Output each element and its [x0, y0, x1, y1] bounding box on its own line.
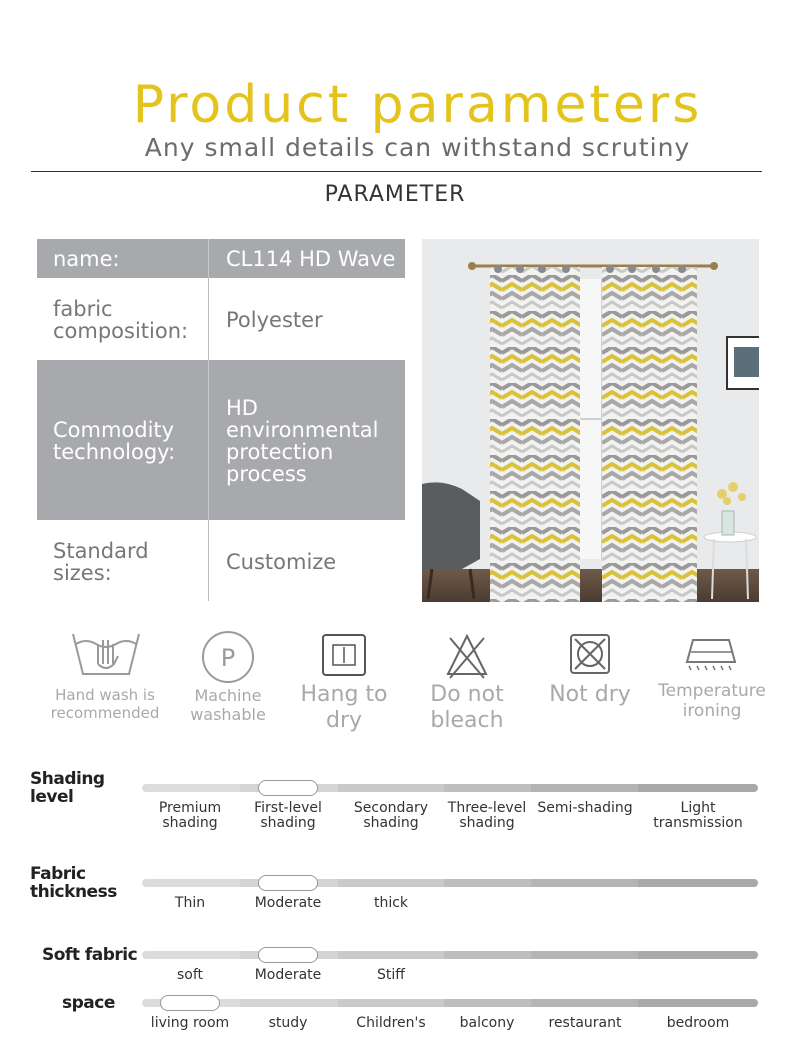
scale-option: Three-level shading — [447, 800, 527, 831]
scale-segment — [338, 784, 444, 792]
page-title: Product parameters — [132, 75, 703, 135]
hang-dry-icon — [321, 633, 367, 677]
curtain-room-illustration — [422, 239, 759, 602]
hand-wash-icon — [70, 630, 142, 678]
care-label-ironing: Temperature ironing — [658, 681, 766, 721]
bottom-crop — [0, 1031, 790, 1050]
armchair — [422, 482, 480, 569]
scale-segment — [444, 879, 531, 887]
scale-segment — [638, 999, 758, 1007]
param-value: CL114 HD Wave — [226, 247, 396, 271]
scale-option: Stiff — [377, 967, 405, 983]
scale-option: Premium shading — [158, 800, 222, 831]
param-value: Polyester — [226, 308, 323, 332]
table-divider — [208, 360, 209, 520]
scale-segment — [142, 951, 240, 959]
table-divider — [208, 520, 209, 601]
param-row-technology — [37, 360, 405, 520]
scale-knob-space[interactable] — [160, 995, 220, 1011]
table-divider — [208, 239, 209, 278]
scale-bar-space — [142, 999, 758, 1007]
scale-segment — [240, 999, 338, 1007]
scale-label-shading-level: Shading level — [30, 769, 105, 807]
scale-bar-soft-fabric — [142, 951, 758, 959]
scale-segment — [638, 951, 758, 959]
param-value: Customize — [226, 550, 337, 574]
scale-segment — [444, 951, 531, 959]
scale-segment — [531, 999, 638, 1007]
scale-option: Thin — [174, 895, 206, 911]
scale-option: balcony — [459, 1015, 515, 1031]
title-divider — [31, 171, 762, 172]
param-label: fabric composition: — [53, 297, 189, 343]
param-row-fabric — [37, 278, 405, 360]
param-label: Commodity technology: — [53, 418, 176, 464]
care-label-no-bleach: Do not bleach — [430, 682, 504, 733]
no-tumble-dry-icon — [569, 633, 611, 675]
scale-label-fabric-thickness: Fabric thickness — [30, 864, 117, 902]
scale-option: soft — [176, 967, 204, 983]
scale-segment — [638, 879, 758, 887]
scale-option: Children's — [356, 1015, 426, 1031]
scale-option: living room — [150, 1015, 230, 1031]
scale-option: bedroom — [666, 1015, 730, 1031]
scale-option: thick — [373, 895, 409, 911]
no-bleach-icon — [446, 632, 488, 680]
scale-segment — [142, 879, 240, 887]
care-label-hang-dry: Hang to dry — [300, 682, 388, 733]
scale-option: restaurant — [548, 1015, 622, 1031]
scale-segment — [338, 879, 444, 887]
care-label-machine-wash: Machine washable — [190, 686, 266, 724]
care-label-hand-wash: Hand wash is recommended — [50, 686, 160, 722]
machine-wash-icon — [201, 630, 255, 684]
scale-option: Semi-shading — [537, 800, 633, 816]
scale-option: First-level shading — [254, 800, 322, 831]
section-heading: PARAMETER — [324, 182, 466, 207]
scale-option: Secondary shading — [353, 800, 429, 831]
scale-segment — [444, 999, 531, 1007]
scale-knob-soft-fabric[interactable] — [258, 947, 318, 963]
scale-segment — [531, 784, 638, 792]
care-label-no-dry: Not dry — [549, 682, 631, 707]
table-divider — [208, 278, 209, 360]
page-subtitle: Any small details can withstand scrutiny — [144, 133, 691, 162]
scale-bar-shading-level — [142, 784, 758, 792]
scale-option: study — [268, 1015, 308, 1031]
iron-temperature-icon — [685, 636, 739, 670]
scale-segment — [444, 784, 531, 792]
scale-segment — [142, 784, 240, 792]
scale-segment — [531, 951, 638, 959]
scale-option: Light transmission — [653, 800, 743, 831]
param-row-sizes — [37, 520, 405, 601]
scale-option: Moderate — [254, 895, 322, 911]
scale-segment — [338, 951, 444, 959]
param-label: Standard sizes: — [53, 539, 149, 585]
scale-knob-fabric-thickness[interactable] — [258, 875, 318, 891]
curtain-panel-left — [490, 267, 580, 602]
scale-segment — [638, 784, 758, 792]
param-value: HD environmental protection process — [226, 396, 379, 486]
scale-label-space: space — [62, 993, 115, 1013]
scale-option: Moderate — [254, 967, 322, 983]
scale-segment — [338, 999, 444, 1007]
param-row-name — [37, 239, 405, 278]
scale-segment — [531, 879, 638, 887]
product-photo — [422, 239, 759, 602]
svg-text:P: P — [220, 644, 236, 672]
scale-bar-fabric-thickness — [142, 879, 758, 887]
curtain-panel-right — [602, 267, 697, 602]
scale-label-soft-fabric: Soft fabric — [42, 945, 138, 965]
scale-knob-shading-level[interactable] — [258, 780, 318, 796]
param-label: name: — [53, 247, 120, 271]
